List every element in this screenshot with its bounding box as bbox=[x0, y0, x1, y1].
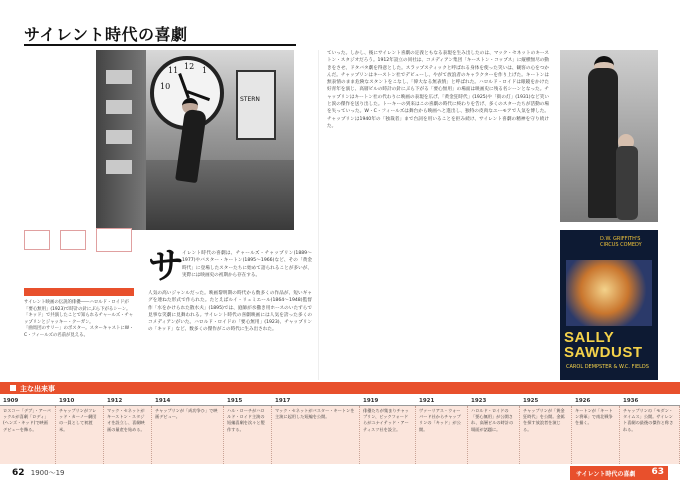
timeline-event: ロスコー「デブ」・アーバックルが喜劇「ロディ」(ヘンズ・キッド)で映画デビューを飾る。 bbox=[0, 406, 56, 464]
timeline-year: 1926 bbox=[575, 398, 591, 404]
clock-number: 11 bbox=[168, 66, 179, 75]
clock-number: 10 bbox=[160, 82, 171, 91]
square-icon bbox=[10, 385, 16, 391]
body-column-a-continued: 人気の高いジャンルだった。映画黎明期の時代から数多くの作品が、短いギャグを連ねた形式で作られた。たとえばルイ・リュミエール(1864～1948)監督作「水をかけられた散水夫」(1895)では、庭師が水撒き用ホースのいたずらで見事な笑劇に見舞われる。サイレント時代の喜劇映画には人気を誇った多くのコメディアンがいた。ハロルド・ロイドの「要心無用」(1923)、チャップリンの「キッド」など、数多くの傑作がこの時代に生み出された。 bbox=[148, 291, 312, 333]
timeline-year: 1921 bbox=[419, 398, 435, 404]
poster-tagline: D.W. GRIFFITH'S CIRCUS COMEDY bbox=[600, 236, 642, 248]
clock-number: 12 bbox=[184, 62, 195, 71]
title-rule bbox=[24, 44, 296, 46]
poster-title-line: SALLY bbox=[564, 329, 615, 346]
poster-title bbox=[564, 330, 643, 360]
timeline-year: 1915 bbox=[227, 398, 243, 404]
timeline-year: 1910 bbox=[59, 398, 75, 404]
page-number-left: 62 bbox=[12, 468, 25, 478]
poster-title-line: SAWDUST bbox=[564, 344, 643, 361]
caption-thumb bbox=[60, 230, 86, 250]
timeline-label: 主な出来事 bbox=[20, 385, 55, 393]
street-below bbox=[146, 160, 294, 230]
timeline-header bbox=[0, 382, 680, 394]
timeline-event: ハロルド・ロイドの「要心無用」が公開され、高層ビルの時計の場面が話題に。 bbox=[468, 406, 520, 464]
timeline-year: 1925 bbox=[523, 398, 539, 404]
timeline-event: 俳優たちが集まりチャップリン、ピックフォードらがユナイテッド・アーティスツ社を設立。 bbox=[360, 406, 416, 464]
caption-item: サイレント映画の伝説的俳優――ハロルド・ロイドが「要心無用」(1923)で時計の針にぶら下がるシーン。 bbox=[24, 300, 131, 312]
clock-number: 1 bbox=[202, 66, 208, 75]
body-column-a: イレント時代の喜劇は、チャールズ・チャップリン(1889～1977)やバスター・キートン(1895～1966)など、その「黄金時代」に登場したスターたちに始めて語られることが多いが、実際には映画史の初期から存在する。 bbox=[182, 251, 312, 278]
caption-item: 「キッド」で共演したことで知られるチャールズ・チャップリンとジャッキー・クーガン。 bbox=[24, 313, 134, 325]
drop-cap: サ bbox=[148, 245, 185, 287]
clock-hand bbox=[178, 73, 190, 98]
timeline-year: 1914 bbox=[155, 398, 171, 404]
building-left bbox=[96, 50, 146, 230]
timeline-year: 1909 bbox=[3, 398, 19, 404]
timeline-year: 1923 bbox=[471, 398, 487, 404]
caption-item: 「曲馬団のサリー」のポスター。スターキャストにW・C・フィールズの名前が見える。 bbox=[24, 326, 134, 338]
caption-accent-bar bbox=[24, 288, 134, 296]
photo-captions bbox=[24, 300, 136, 340]
poster-cast: CAROL DEMPSTER & W.C. FIELDS bbox=[566, 364, 649, 370]
timeline-event: キートンが「キートン将軍」で南北戦争を描く。 bbox=[572, 406, 620, 464]
chaplin-kid-photo bbox=[560, 50, 658, 222]
body-column-b: ていった。しかし、後にサイレント喜劇の定義ともなる表現を生み出したのは、マック・セネットのキーストン・スタジオだろう。1912年設立の同社は、コメディアン集団「キーストン・コップス」に縦横無尽の動きをさせ、ドタバタ劇を得意とした。スラップスティックと呼ばれる身体を使った笑いは、観客の心をつかんだ。チャップリンはキーストン社でデビューし、やがて放浪者のキャラクターを作り上げた。キートンは無表情のまま危険なスタントをこなし、「偉大なる無表情」と呼ばれた。ハロルド・ロイドは眼鏡をかけた好青年を演じ、高層ビルの時計の針にぶら下がる「要心無用」の場面は映画史に残る名シーンとなった。チャップリンはキートン社の代わりに映画の表現を広げ、「黄金狂時代」(1925)や「街の灯」(1931)など笑いと涙の傑作を送り出した。トーキーの到来はこの喜劇の時代に終わりを告げ、多くのスターたちが活動の場を失っていった。W・C・フィールズは舞台から映画へと進出し、独特の皮肉なユーモアで人気を博した。チャップリンは1940年の「独裁者」まで台詞を用いることを拒み続け、サイレント喜劇の精神を守り続けた。 bbox=[327, 51, 549, 129]
sally-sawdust-poster bbox=[560, 230, 658, 380]
caption-thumb bbox=[24, 230, 50, 250]
timeline-event: マック・セネットがバスター・キートンを主演に起用した短編を公開。 bbox=[272, 406, 360, 464]
timeline-event: マック・セネットがキーストン・スタジオを設立し、喜劇映画の量産を始める。 bbox=[104, 406, 152, 464]
timeline-year: 1936 bbox=[623, 398, 639, 404]
footer-section-title: サイレント時代の喜劇 bbox=[576, 471, 636, 478]
harold-lloyd-clock-photo bbox=[96, 50, 294, 230]
timeline-event: チャップリンがフレッド・カーノー劇団の一員として初渡米。 bbox=[56, 406, 104, 464]
timeline-events bbox=[0, 406, 680, 464]
footer-left bbox=[12, 468, 65, 478]
chaplin-figure bbox=[588, 68, 618, 218]
store-sign-text: STERN bbox=[240, 96, 260, 103]
page-title: サイレント時代の喜劇 bbox=[24, 25, 188, 44]
timeline-event: チャップリンが「黄金狂時代」を公開。金鉱を探す放浪者を演じる。 bbox=[520, 406, 572, 464]
footer-right bbox=[570, 466, 668, 480]
timeline-year: 1919 bbox=[363, 398, 379, 404]
timeline-year: 1912 bbox=[107, 398, 123, 404]
timeline-year: 1917 bbox=[275, 398, 291, 404]
timeline-event: チャップリンの「モダン・タイムス」公開。サイレント喜劇の最後の傑作と称される。 bbox=[620, 406, 680, 464]
timeline-years bbox=[0, 396, 680, 406]
poster-artwork bbox=[566, 260, 652, 326]
page-gutter bbox=[318, 50, 319, 380]
child-figure bbox=[616, 146, 638, 220]
timeline-event: チャップリンが「成功争ひ」で映画デビュー。 bbox=[152, 406, 224, 464]
timeline-event: ハル・ローチがハロルド・ロイド主演の短編喜劇を次々と製作する。 bbox=[224, 406, 272, 464]
footer-period: 1900～19 bbox=[30, 469, 65, 477]
store-sign bbox=[236, 70, 276, 140]
caption-thumb bbox=[96, 228, 132, 252]
timeline-event: ヴァーリアス・ウォーバード社からチャップリンの「キッド」が公開。 bbox=[416, 406, 468, 464]
page-number-right: 63 bbox=[651, 467, 664, 477]
